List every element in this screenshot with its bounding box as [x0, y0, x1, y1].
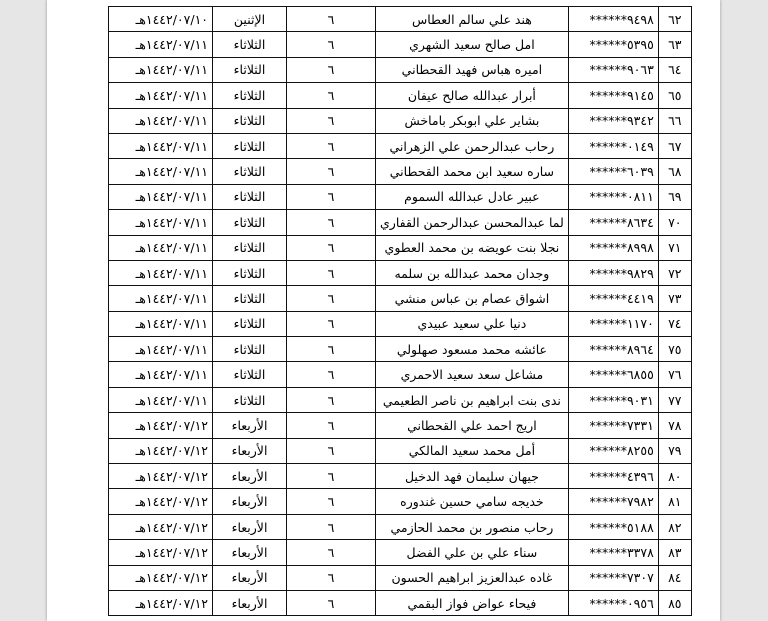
count-cell: ٦ — [287, 235, 376, 260]
name-cell: مشاعل سعد سعيد الاحمري — [376, 362, 569, 387]
schedule-table-body — [109, 7, 692, 616]
table-row — [109, 590, 692, 615]
masked-id-cell: ******٠٩٥٦ — [568, 590, 658, 615]
row-number-cell: ٨٥ — [658, 590, 691, 615]
count-cell: ٦ — [287, 210, 376, 235]
name-cell: بشاير علي ابوبكر باماخش — [376, 108, 569, 133]
day-cell: الثلاثاء — [213, 210, 287, 235]
table-row — [109, 260, 692, 285]
hijri-date-cell: ١٤٤٢/٠٧/١١هـ — [109, 286, 213, 311]
masked-id-cell: ******١١٧٠ — [568, 311, 658, 336]
masked-id-cell: ******٧٩٨٢ — [568, 489, 658, 514]
day-cell: الثلاثاء — [213, 57, 287, 82]
count-cell: ٦ — [287, 133, 376, 158]
masked-id-cell: ******٧٣٣١ — [568, 413, 658, 438]
name-cell: اريج احمد علي القحطاني — [376, 413, 569, 438]
count-cell: ٦ — [287, 32, 376, 57]
row-number-cell: ٨٢ — [658, 514, 691, 539]
hijri-date-cell: ١٤٤٢/٠٧/١١هـ — [109, 260, 213, 285]
hijri-date-cell: ١٤٤٢/٠٧/١٢هـ — [109, 514, 213, 539]
masked-id-cell: ******٥٣٩٥ — [568, 32, 658, 57]
table-row — [109, 387, 692, 412]
day-cell: الأربعاء — [213, 489, 287, 514]
count-cell: ٦ — [287, 260, 376, 285]
row-number-cell: ٧٢ — [658, 260, 691, 285]
day-cell: الثلاثاء — [213, 337, 287, 362]
masked-id-cell: ******٦٠٣٩ — [568, 159, 658, 184]
table-row — [109, 235, 692, 260]
hijri-date-cell: ١٤٤٢/٠٧/١١هـ — [109, 133, 213, 158]
count-cell: ٦ — [287, 565, 376, 590]
count-cell: ٦ — [287, 286, 376, 311]
hijri-date-cell: ١٤٤٢/٠٧/١١هـ — [109, 184, 213, 209]
day-cell: الثلاثاء — [213, 108, 287, 133]
day-cell: الثلاثاء — [213, 311, 287, 336]
name-cell: اشواق عصام بن عباس منشي — [376, 286, 569, 311]
masked-id-cell: ******٥١٨٨ — [568, 514, 658, 539]
row-number-cell: ٧٨ — [658, 413, 691, 438]
name-cell: غاده عبدالعزيز ابراهيم الحسون — [376, 565, 569, 590]
day-cell: الأربعاء — [213, 514, 287, 539]
hijri-date-cell: ١٤٤٢/٠٧/١٢هـ — [109, 590, 213, 615]
row-number-cell: ٧٩ — [658, 438, 691, 463]
row-number-cell: ٧٦ — [658, 362, 691, 387]
name-cell: عائشه محمد مسعود صهلولي — [376, 337, 569, 362]
hijri-date-cell: ١٤٤٢/٠٧/١١هـ — [109, 83, 213, 108]
hijri-date-cell: ١٤٤٢/٠٧/١٠هـ — [109, 7, 213, 32]
masked-id-cell: ******٩٣٤٢ — [568, 108, 658, 133]
table-row — [109, 540, 692, 565]
table-row — [109, 57, 692, 82]
day-cell: الثلاثاء — [213, 260, 287, 285]
count-cell: ٦ — [287, 464, 376, 489]
hijri-date-cell: ١٤٤٢/٠٧/١١هـ — [109, 210, 213, 235]
document-page — [47, 0, 720, 621]
table-row — [109, 464, 692, 489]
name-cell: عبير عادل عبدالله السموم — [376, 184, 569, 209]
hijri-date-cell: ١٤٤٢/٠٧/١١هـ — [109, 311, 213, 336]
masked-id-cell: ******٩٠٦٣ — [568, 57, 658, 82]
row-number-cell: ٦٨ — [658, 159, 691, 184]
masked-id-cell: ******٨٩٩٨ — [568, 235, 658, 260]
name-cell: أبرار عبدالله صالح عيفان — [376, 83, 569, 108]
count-cell: ٦ — [287, 311, 376, 336]
day-cell: الثلاثاء — [213, 184, 287, 209]
masked-id-cell: ******٠١٤٩ — [568, 133, 658, 158]
name-cell: دنيا علي سعيد عبيدي — [376, 311, 569, 336]
masked-id-cell: ******٨٩٦٤ — [568, 337, 658, 362]
count-cell: ٦ — [287, 590, 376, 615]
hijri-date-cell: ١٤٤٢/٠٧/١١هـ — [109, 235, 213, 260]
row-number-cell: ٨١ — [658, 489, 691, 514]
name-cell: خديجه سامي حسين غندوره — [376, 489, 569, 514]
name-cell: ساره سعيد ابن محمد القحطاني — [376, 159, 569, 184]
row-number-cell: ٧٤ — [658, 311, 691, 336]
hijri-date-cell: ١٤٤٢/٠٧/١١هـ — [109, 57, 213, 82]
hijri-date-cell: ١٤٤٢/٠٧/١٢هـ — [109, 464, 213, 489]
row-number-cell: ٦٤ — [658, 57, 691, 82]
count-cell: ٦ — [287, 337, 376, 362]
count-cell: ٦ — [287, 362, 376, 387]
hijri-date-cell: ١٤٤٢/٠٧/١١هـ — [109, 337, 213, 362]
table-row — [109, 362, 692, 387]
count-cell: ٦ — [287, 108, 376, 133]
day-cell: الثلاثاء — [213, 387, 287, 412]
day-cell: الثلاثاء — [213, 133, 287, 158]
count-cell: ٦ — [287, 83, 376, 108]
name-cell: رحاب عبدالرحمن علي الزهراني — [376, 133, 569, 158]
masked-id-cell: ******٨٦٣٤ — [568, 210, 658, 235]
table-row — [109, 337, 692, 362]
row-number-cell: ٧٠ — [658, 210, 691, 235]
masked-id-cell: ******٩١٤٥ — [568, 83, 658, 108]
hijri-date-cell: ١٤٤٢/٠٧/١٢هـ — [109, 565, 213, 590]
count-cell: ٦ — [287, 7, 376, 32]
count-cell: ٦ — [287, 489, 376, 514]
row-number-cell: ٦٦ — [658, 108, 691, 133]
masked-id-cell: ******٧٣٠٧ — [568, 565, 658, 590]
hijri-date-cell: ١٤٤٢/٠٧/١٢هـ — [109, 413, 213, 438]
row-number-cell: ٦٧ — [658, 133, 691, 158]
schedule-table — [108, 6, 692, 616]
hijri-date-cell: ١٤٤٢/٠٧/١١هـ — [109, 159, 213, 184]
table-row — [109, 83, 692, 108]
masked-id-cell: ******٩٨٢٩ — [568, 260, 658, 285]
name-cell: رحاب منصور بن محمد الحازمي — [376, 514, 569, 539]
hijri-date-cell: ١٤٤٢/٠٧/١١هـ — [109, 387, 213, 412]
row-number-cell: ٧٧ — [658, 387, 691, 412]
row-number-cell: ٦٥ — [658, 83, 691, 108]
count-cell: ٦ — [287, 57, 376, 82]
masked-id-cell: ******٨٢٥٥ — [568, 438, 658, 463]
day-cell: الأربعاء — [213, 590, 287, 615]
name-cell: امل صالح سعيد الشهري — [376, 32, 569, 57]
day-cell: الأربعاء — [213, 540, 287, 565]
table-row — [109, 489, 692, 514]
table-row — [109, 7, 692, 32]
hijri-date-cell: ١٤٤٢/٠٧/١١هـ — [109, 108, 213, 133]
name-cell: اميره هباس فهيد القحطاني — [376, 57, 569, 82]
table-row — [109, 311, 692, 336]
day-cell: الأربعاء — [213, 413, 287, 438]
row-number-cell: ٦٢ — [658, 7, 691, 32]
table-row — [109, 286, 692, 311]
day-cell: الثلاثاء — [213, 235, 287, 260]
masked-id-cell: ******٦٨٥٥ — [568, 362, 658, 387]
table-row — [109, 184, 692, 209]
name-cell: لما عبدالمحسن عبدالرحمن القفاري — [376, 210, 569, 235]
table-row — [109, 108, 692, 133]
row-number-cell: ٧٣ — [658, 286, 691, 311]
table-row — [109, 210, 692, 235]
count-cell: ٦ — [287, 514, 376, 539]
masked-id-cell: ******٩٠٣١ — [568, 387, 658, 412]
name-cell: وجدان محمد عبدالله بن سلمه — [376, 260, 569, 285]
row-number-cell: ٨٠ — [658, 464, 691, 489]
count-cell: ٦ — [287, 438, 376, 463]
day-cell: الثلاثاء — [213, 83, 287, 108]
hijri-date-cell: ١٤٤٢/٠٧/١٢هـ — [109, 540, 213, 565]
masked-id-cell: ******٠٨١١ — [568, 184, 658, 209]
day-cell: الأربعاء — [213, 464, 287, 489]
count-cell: ٦ — [287, 540, 376, 565]
day-cell: الأربعاء — [213, 565, 287, 590]
name-cell: نجلا بنت عويضه بن محمد العطوي — [376, 235, 569, 260]
masked-id-cell: ******٤٣٩٦ — [568, 464, 658, 489]
table-row — [109, 133, 692, 158]
name-cell: فيحاء عواض فواز البقمي — [376, 590, 569, 615]
table-row — [109, 159, 692, 184]
day-cell: الثلاثاء — [213, 159, 287, 184]
table-row — [109, 32, 692, 57]
count-cell: ٦ — [287, 387, 376, 412]
count-cell: ٦ — [287, 413, 376, 438]
name-cell: أمل محمد سعيد المالكي — [376, 438, 569, 463]
name-cell: هند علي سالم العطاس — [376, 7, 569, 32]
row-number-cell: ٦٣ — [658, 32, 691, 57]
row-number-cell: ٧١ — [658, 235, 691, 260]
day-cell: الثلاثاء — [213, 32, 287, 57]
table-row — [109, 413, 692, 438]
name-cell: ندى بنت ابراهيم بن ناصر الطعيمي — [376, 387, 569, 412]
masked-id-cell: ******٩٤٩٨ — [568, 7, 658, 32]
row-number-cell: ٨٤ — [658, 565, 691, 590]
day-cell: الإثنين — [213, 7, 287, 32]
count-cell: ٦ — [287, 184, 376, 209]
hijri-date-cell: ١٤٤٢/٠٧/١٢هـ — [109, 438, 213, 463]
name-cell: سناء علي بن علي الفضل — [376, 540, 569, 565]
name-cell: جيهان سليمان فهد الدخيل — [376, 464, 569, 489]
day-cell: الثلاثاء — [213, 362, 287, 387]
hijri-date-cell: ١٤٤٢/٠٧/١١هـ — [109, 362, 213, 387]
table-row — [109, 565, 692, 590]
row-number-cell: ٨٣ — [658, 540, 691, 565]
hijri-date-cell: ١٤٤٢/٠٧/١١هـ — [109, 32, 213, 57]
masked-id-cell: ******٣٣٧٨ — [568, 540, 658, 565]
count-cell: ٦ — [287, 159, 376, 184]
hijri-date-cell: ١٤٤٢/٠٧/١٢هـ — [109, 489, 213, 514]
day-cell: الثلاثاء — [213, 286, 287, 311]
row-number-cell: ٦٩ — [658, 184, 691, 209]
table-row — [109, 438, 692, 463]
row-number-cell: ٧٥ — [658, 337, 691, 362]
masked-id-cell: ******٤٤١٩ — [568, 286, 658, 311]
table-row — [109, 514, 692, 539]
day-cell: الأربعاء — [213, 438, 287, 463]
